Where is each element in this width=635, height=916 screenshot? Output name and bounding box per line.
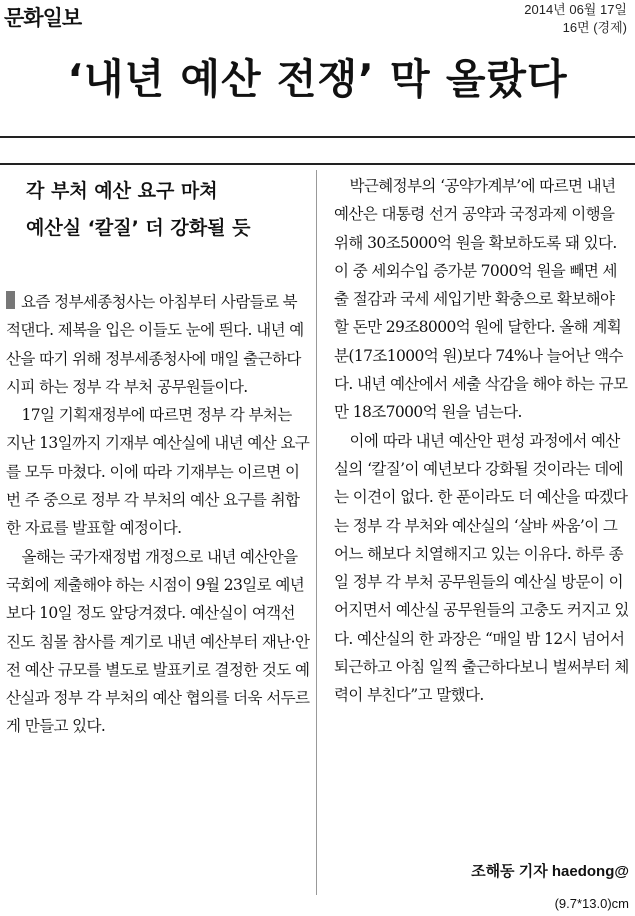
- headline: ‘내년 예산 전쟁’ 막 올랐다: [67, 55, 568, 103]
- paragraph: [6, 543, 310, 741]
- column-divider: [316, 170, 317, 895]
- paragraph: [6, 288, 310, 401]
- article-left-column: [6, 288, 310, 741]
- headline-rule: [0, 136, 635, 138]
- dateline: [524, 1, 627, 37]
- paragraph: [334, 172, 630, 427]
- paragraph-text: 이에 따라 내년 예산안 편성 과정에서 예산실의 ‘칼질’이 예년보다 강화될 것이라는 데에는 이견이 없다. 한 푼이라도 더 예산을 따겠다는 정부 각 부처와 예산실의 ‘살바 싸움’이 그 어느 해보다 치열해지고 있는 이유다. 하루 종일 정부 각 부처 공무원들의 예산실 방문이 이어지면서 예산실 공무원들의 고충도 커지고 있다. 예산실의 한 과장은 “매일 밤 12시 넘어서 퇴근하고 아침 일찍 출근하다보니 벌써부터 체력이 부친다”고 말했다.: [334, 431, 629, 705]
- paragraph: [6, 401, 310, 542]
- body-top-rule: [0, 163, 635, 165]
- newspaper-name: 문화일보: [4, 6, 82, 30]
- article-right-column: [334, 172, 630, 710]
- page-section: 16면 (경제): [562, 20, 627, 35]
- paragraph-text: 요즘 정부세종청사는 아침부터 사람들로 북적댄다. 제복을 입은 이들도 눈에 띈다. 내년 예산을 따기 위해 정부세종청사에 매일 출근하다시피 하는 정부 각 부처 공무원들이다.: [6, 293, 304, 396]
- paragraph: [334, 427, 630, 710]
- paragraph-text: 올해는 국가재정법 개정으로 내년 예산안을 국회에 제출해야 하는 시점이 9월 23일로 예년보다 10일 정도 앞당겨졌다. 예산실이 여객선 진도 침몰 참사를 계기로 내년 예산부터 재난·안전 예산 규모를 별도로 발표키로 결정한 것도 예산실과 정부 각 부처의 예산 협의를 더욱 서두르게 만들고 있다.: [6, 547, 310, 736]
- clip-size: (9.7*13.0)cm: [554, 896, 629, 911]
- publish-date: 2014년 06월 17일: [524, 2, 627, 17]
- byline: 조해동 기자 haedong@: [471, 863, 629, 880]
- paragraph-text: 박근혜정부의 ‘공약가계부’에 따르면 내년 예산은 대통령 선거 공약과 국정과제 이행을 위해 30조5000억 원을 확보하도록 돼 있다. 이 중 세외수입 증가분 7000억 원을 빼면 세출 절감과 국세 세입기반 확충으로 확보해야 할 돈만 29조8000억 원에 달한다. 올해 계획분(17조1000억 원)보다 74%나 늘어난 액수다. 내년 예산에서 세출 삭감을 해야 하는 규모만 18조7000억 원을 넘는다.: [334, 177, 628, 422]
- subheadline-1: 각 부처 예산 요구 마쳐: [26, 180, 218, 202]
- subheadline-2: 예산실 ‘칼질’ 더 강화될 듯: [26, 217, 251, 239]
- paragraph-text: 17일 기획재정부에 따르면 정부 각 부처는 지난 13일까지 기재부 예산실에 내년 예산 요구를 모두 마쳤다. 이에 따라 기재부는 이르면 이번 주 중으로 정부 각 부처의 예산 요구를 취합한 자료를 발표할 예정이다.: [6, 406, 310, 538]
- lead-marker-icon: [6, 291, 15, 309]
